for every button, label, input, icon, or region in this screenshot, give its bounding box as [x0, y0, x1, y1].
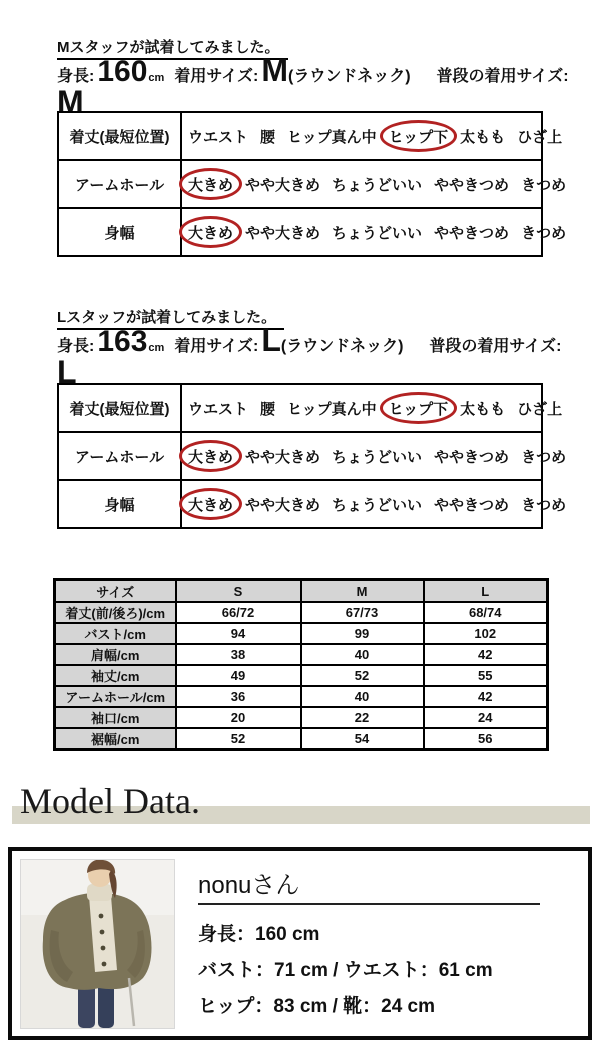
fit-table-row — [58, 160, 542, 208]
size-value-cell: 40 — [301, 686, 424, 707]
fit-option: ややきつめ — [434, 176, 510, 194]
size-table-row — [55, 728, 548, 750]
fit-option: ちょうどいい — [332, 448, 423, 466]
size-table-row — [55, 623, 548, 644]
size-table-header-cell: サイズ — [55, 580, 176, 603]
fit-row-label: 着丈(最短位置) — [58, 112, 181, 160]
size-value-cell: 22 — [301, 707, 424, 728]
fit-option: ウエスト — [188, 400, 249, 418]
fit-row-label: 着丈(最短位置) — [58, 384, 181, 432]
fit-section-l-info — [57, 324, 561, 357]
model-name-divider — [198, 903, 540, 905]
size-value-cell: 56 — [424, 728, 548, 750]
height-label: 身長: — [57, 338, 95, 355]
model-data-heading: Model Data. — [20, 781, 200, 821]
fit-section-m-info — [57, 54, 569, 87]
size-value-cell: 20 — [176, 707, 301, 728]
model-photo-illustration — [21, 860, 174, 1028]
fit-option: ちょうどいい — [332, 224, 423, 242]
fit-option: やや大きめ — [245, 496, 321, 514]
size-value-cell: 40 — [301, 644, 424, 665]
size-table-header-cell: S — [176, 580, 301, 603]
size-spec-table — [53, 578, 549, 751]
fit-option: 腰 — [260, 128, 276, 146]
fit-table-row — [58, 432, 542, 480]
usual-size-label: 普段の着用サイズ: — [429, 338, 562, 355]
fit-row-options — [181, 160, 567, 208]
fit-option: やや大きめ — [245, 448, 321, 466]
fit-row-options — [181, 384, 563, 432]
model-lines — [198, 925, 493, 1017]
size-value-cell: 38 — [176, 644, 301, 665]
fit-row-options — [181, 112, 563, 160]
fit-option-circled: ヒップ下 — [389, 398, 449, 419]
fit-option: ややきつめ — [434, 496, 510, 514]
size-value-cell: 54 — [301, 728, 424, 750]
fit-table-row — [58, 208, 542, 256]
size-value-cell: 36 — [176, 686, 301, 707]
size-row-label: 着丈(前/後ろ)/cm — [55, 602, 176, 623]
wear-size-label: 着用サイズ: — [174, 338, 259, 355]
usual-size-value: M — [57, 84, 84, 120]
wear-size-value: M — [261, 52, 289, 88]
fit-option: ウエスト — [188, 128, 249, 146]
size-value-cell: 102 — [424, 623, 548, 644]
fit-row-options — [181, 480, 567, 528]
size-value-cell: 52 — [176, 728, 301, 750]
fit-option: ややきつめ — [434, 448, 510, 466]
fit-option-circled: 大きめ — [188, 222, 233, 243]
fit-option-circled: 大きめ — [188, 494, 233, 515]
fit-option-circled: ヒップ下 — [389, 126, 449, 147]
size-row-label: 袖丈/cm — [55, 665, 176, 686]
usual-size-value: L — [57, 354, 77, 390]
fit-option-circled: 大きめ — [188, 174, 233, 195]
size-table-header-row — [55, 580, 548, 603]
fit-option: ヒップ真ん中 — [287, 400, 377, 418]
model-measurement-line: 身長：160 cm — [198, 924, 320, 945]
fit-option: 腰 — [260, 400, 276, 418]
size-table-row — [55, 665, 548, 686]
model-measurement-line: バスト：71 cm / ウエスト：61 cm — [198, 960, 493, 981]
fit-option: ややきつめ — [434, 224, 510, 242]
size-value-cell: 52 — [301, 665, 424, 686]
fit-option: ちょうどいい — [332, 496, 423, 514]
size-value-cell: 68/74 — [424, 602, 548, 623]
model-name: nonuさん — [198, 872, 300, 899]
size-table-row — [55, 602, 548, 623]
model-measurement-line: ヒップ：83 cm / 靴：24 cm — [198, 996, 436, 1017]
size-value-cell: 24 — [424, 707, 548, 728]
model-data-box — [8, 847, 592, 1040]
fit-option-circled: 大きめ — [188, 446, 233, 467]
wear-size-value: L — [261, 322, 281, 358]
fit-table-m — [57, 111, 567, 257]
fit-option: きつめ — [521, 176, 567, 194]
fit-option: 太もも — [460, 128, 506, 146]
size-value-cell: 42 — [424, 644, 548, 665]
size-value-cell: 99 — [301, 623, 424, 644]
size-value-cell: 67/73 — [301, 602, 424, 623]
size-value-cell: 42 — [424, 686, 548, 707]
size-value-cell: 55 — [424, 665, 548, 686]
wear-size-note: (ラウンドネック) — [280, 338, 404, 355]
fit-option: きつめ — [521, 496, 567, 514]
size-table-row — [55, 686, 548, 707]
wear-size-note: (ラウンドネック) — [288, 68, 411, 85]
fit-section-m-heading: Mスタッフが試着してみました。 — [57, 36, 288, 60]
size-value-cell: 49 — [176, 665, 301, 686]
fit-option: ちょうどいい — [332, 176, 423, 194]
size-table-header-cell: L — [424, 580, 548, 603]
height-value: 163 — [97, 325, 148, 358]
fit-option: きつめ — [521, 224, 567, 242]
height-label: 身長: — [57, 68, 95, 85]
fit-row-options — [181, 432, 567, 480]
fit-option: 太もも — [460, 400, 506, 418]
fit-row-label: 身幅 — [58, 208, 181, 256]
fit-option: ひざ上 — [517, 400, 563, 418]
fit-table-row — [58, 480, 542, 528]
fit-row-label: アームホール — [58, 432, 181, 480]
fit-option: やや大きめ — [245, 224, 321, 242]
size-row-label: 肩幅/cm — [55, 644, 176, 665]
fit-row-label: 身幅 — [58, 480, 181, 528]
fit-option: ひざ上 — [517, 128, 563, 146]
fit-section-l-heading: Lスタッフが試着してみました。 — [57, 306, 284, 330]
size-value-cell: 66/72 — [176, 602, 301, 623]
model-photo — [20, 859, 175, 1029]
fit-option: やや大きめ — [245, 176, 321, 194]
size-value-cell: 94 — [176, 623, 301, 644]
height-value: 160 — [97, 55, 148, 88]
size-row-label: バスト/cm — [55, 623, 176, 644]
fit-option: ヒップ真ん中 — [287, 128, 377, 146]
size-table-row — [55, 644, 548, 665]
size-table-row — [55, 707, 548, 728]
fit-table-row — [58, 112, 542, 160]
fit-row-label: アームホール — [58, 160, 181, 208]
size-table-header-cell: M — [301, 580, 424, 603]
usual-size-label: 普段の着用サイズ: — [436, 68, 569, 85]
size-row-label: アームホール/cm — [55, 686, 176, 707]
wear-size-label: 着用サイズ: — [174, 68, 259, 85]
size-row-label: 裾幅/cm — [55, 728, 176, 750]
fit-table-l — [57, 383, 567, 529]
fit-row-options — [181, 208, 567, 256]
size-row-label: 袖口/cm — [55, 707, 176, 728]
height-unit: cm — [148, 72, 165, 84]
fit-option: きつめ — [521, 448, 567, 466]
height-unit: cm — [148, 342, 165, 354]
fit-table-row — [58, 384, 542, 432]
